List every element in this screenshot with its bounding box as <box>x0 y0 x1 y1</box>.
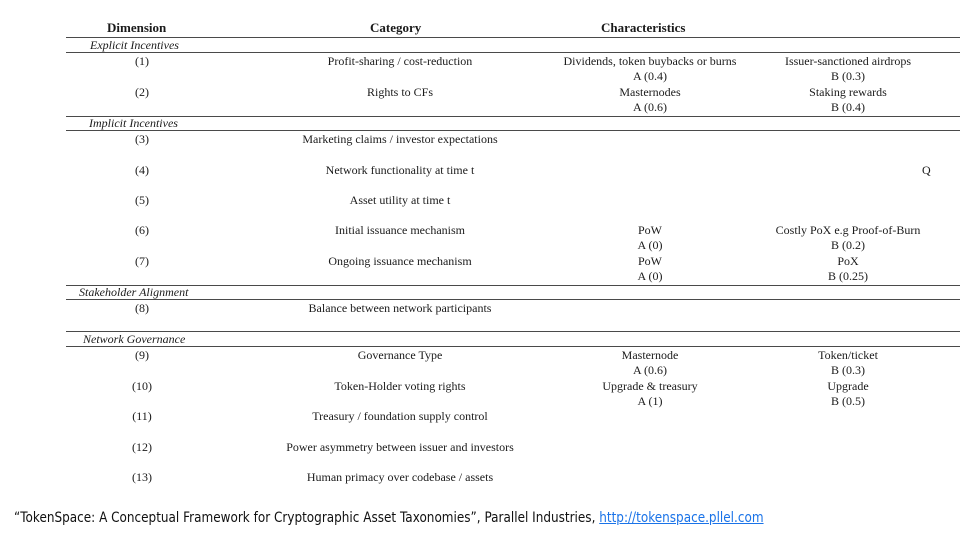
characteristic-a-score: A (0.6) <box>633 100 667 114</box>
row-number: (8) <box>135 301 149 315</box>
row-category: Initial issuance mechanism <box>335 223 465 237</box>
characteristic-b-score: B (0.4) <box>831 100 865 114</box>
row-category: Balance between network participants <box>308 301 492 315</box>
row-category: Network functionality at time t <box>325 163 475 177</box>
row-number: (6) <box>135 223 149 237</box>
row-number: (13) <box>132 470 152 484</box>
characteristic-a-score: A (0.6) <box>633 363 667 377</box>
caption-text: “TokenSpace: A Conceptual Framework for Cryptographic Asset Taxonomies”, Parallel Industries, <box>14 510 600 526</box>
characteristic-a-score: A (0) <box>637 269 663 283</box>
row-category: Power asymmetry between issuer and investors <box>286 440 514 454</box>
characteristic-b: Token/ticket <box>818 348 878 362</box>
row-category: Governance Type <box>357 348 443 362</box>
row-number: (11) <box>132 409 152 423</box>
characteristic-b-score: B (0.3) <box>831 69 865 83</box>
row-number: (12) <box>132 440 152 454</box>
row-category: Rights to CFs <box>366 85 434 99</box>
section-rule <box>66 285 960 286</box>
row-number: (4) <box>135 163 149 177</box>
row-number: (2) <box>135 85 149 99</box>
characteristic-b: Staking rewards <box>809 85 887 99</box>
row-number: (9) <box>135 348 149 362</box>
characteristic-a: Upgrade & treasury <box>602 379 698 393</box>
section-network-governance: Network Governance <box>83 332 186 346</box>
characteristic-b-score: B (0.5) <box>831 394 865 408</box>
characteristic-a: PoW <box>638 254 662 268</box>
characteristic-a-score: A (0) <box>637 238 663 252</box>
header-category: Category <box>370 20 422 35</box>
characteristic-b: Costly PoX e.g Proof-of-Burn <box>775 223 921 237</box>
section-rule <box>66 52 960 53</box>
row-number: (10) <box>132 379 152 393</box>
characteristic-c-truncated: Q <box>922 163 931 177</box>
section-rule <box>66 331 960 332</box>
header-rule <box>66 37 960 38</box>
row-number: (1) <box>135 54 149 68</box>
characteristic-a: Masternodes <box>619 85 681 99</box>
characteristic-a: Masternode <box>621 348 679 362</box>
section-rule <box>66 346 960 347</box>
section-stakeholder-alignment: Stakeholder Alignment <box>79 285 189 299</box>
section-rule <box>66 299 960 300</box>
row-category: Token-Holder voting rights <box>334 379 466 393</box>
characteristic-b: Issuer-sanctioned airdrops <box>784 54 912 68</box>
section-explicit-incentives: Explicit Incentives <box>90 38 179 52</box>
section-rule <box>66 116 960 117</box>
row-number: (7) <box>135 254 149 268</box>
section-implicit-incentives: Implicit Incentives <box>89 116 178 130</box>
source-link[interactable]: http://tokenspace.pllel.com <box>599 510 764 526</box>
row-number: (3) <box>135 132 149 146</box>
row-category: Human primacy over codebase / assets <box>306 470 494 484</box>
header-characteristics: Characteristics <box>601 20 686 35</box>
characteristic-b-score: B (0.2) <box>831 238 865 252</box>
source-caption <box>14 510 764 526</box>
row-category: Profit-sharing / cost-reduction <box>327 54 473 68</box>
characteristic-b-score: B (0.25) <box>828 269 868 283</box>
section-rule <box>66 130 960 131</box>
characteristic-a-score: A (1) <box>637 394 663 408</box>
row-category: Ongoing issuance mechanism <box>328 254 472 268</box>
characteristic-b-score: B (0.3) <box>831 363 865 377</box>
characteristic-a: Dividends, token buybacks or burns <box>563 54 737 68</box>
row-category: Treasury / foundation supply control <box>312 409 488 423</box>
characteristic-a-score: A (0.4) <box>633 69 667 83</box>
row-category: Marketing claims / investor expectations <box>302 132 498 146</box>
characteristic-b: Upgrade <box>827 379 869 393</box>
header-dimension: Dimension <box>107 20 167 35</box>
characteristic-a: PoW <box>638 223 662 237</box>
row-category: Asset utility at time t <box>349 193 451 207</box>
row-number: (5) <box>135 193 149 207</box>
characteristic-b: PoX <box>837 254 859 268</box>
